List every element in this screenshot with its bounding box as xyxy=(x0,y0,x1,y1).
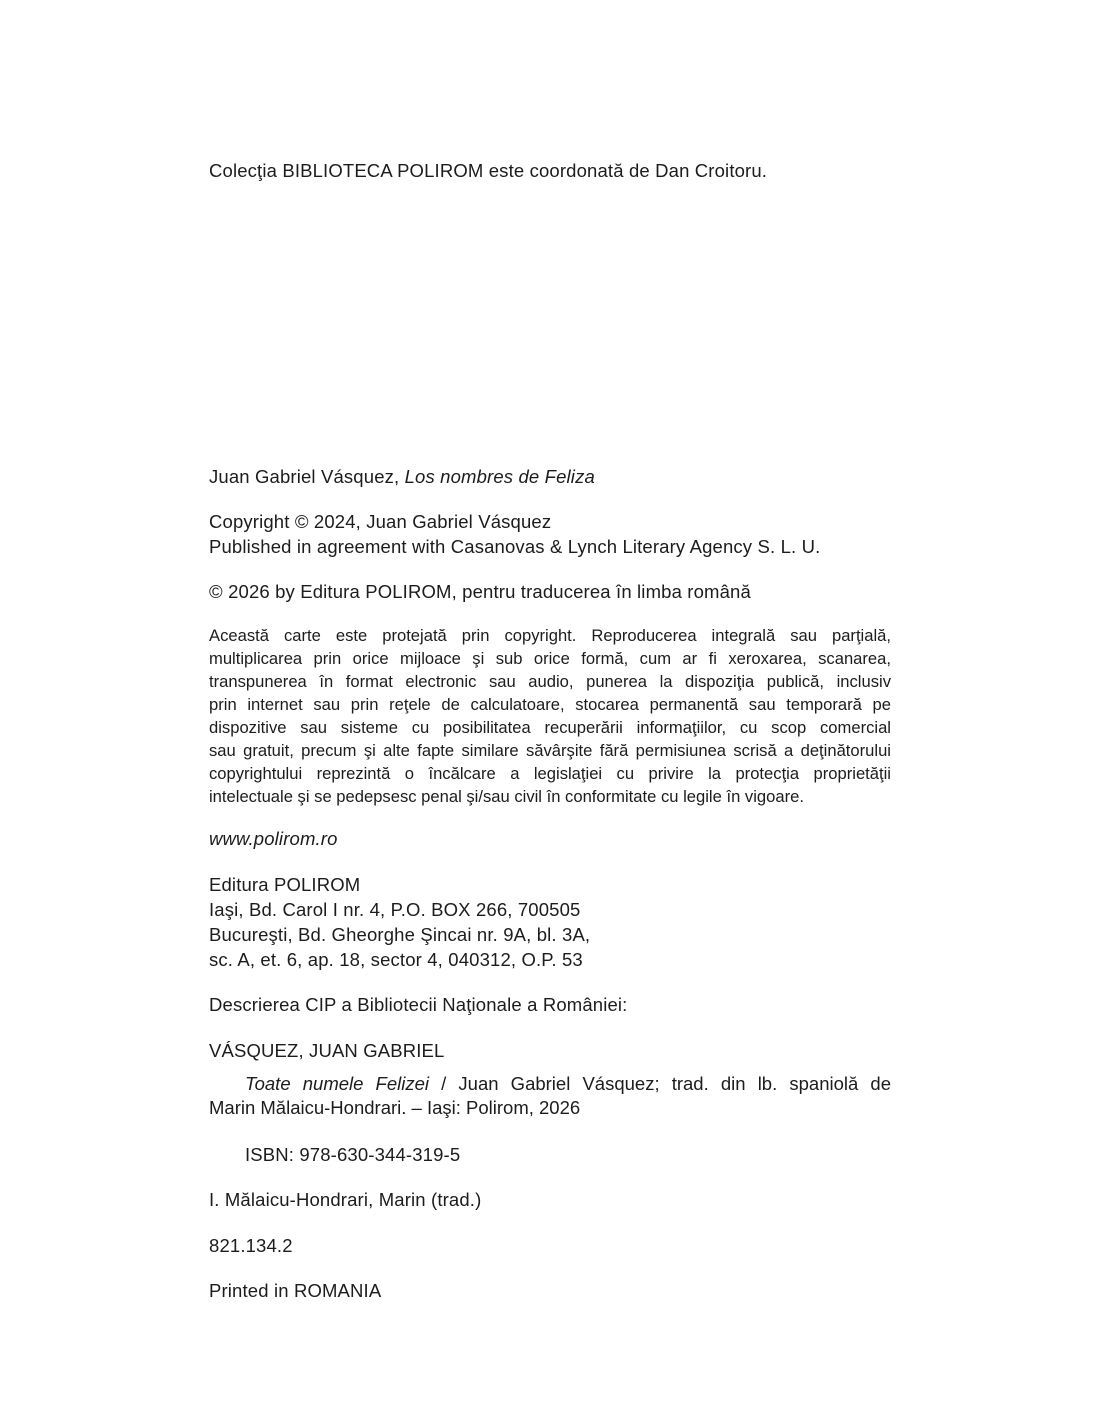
cip-title-rest: / Juan Gabriel Vásquez; trad. din lb. spaniolă de xyxy=(429,1073,891,1094)
translation-copyright: © 2026 by Editura POLIROM, pentru traducerea în limba română xyxy=(209,581,751,602)
classification-code: 821.134.2 xyxy=(209,1235,293,1256)
copyright-line: Copyright © 2024, Juan Gabriel Vásquez xyxy=(209,511,552,532)
original-title: Los nombres de Feliza xyxy=(404,466,595,487)
legal-line: prin internet sau prin reţele de calculatoare, stocarea permanentă sau temporară pe xyxy=(209,695,891,714)
legal-line: Această carte este protejată prin copyright. Reproducerea integrală sau parţială, xyxy=(209,626,891,645)
legal-line: sau gratuit, precum şi alte fapte similare săvârşite fără permisiunea scrisă a deţinătorului xyxy=(209,741,891,760)
publisher-name: Editura POLIROM xyxy=(209,874,361,895)
original-author: Juan Gabriel Vásquez, xyxy=(209,466,405,487)
cip-title-entry xyxy=(209,1072,891,1120)
publisher-address-bucuresti-2: sc. A, et. 6, ap. 18, sector 4, 040312, O.P. 53 xyxy=(209,949,583,970)
original-title-line xyxy=(209,465,595,489)
publisher-address-iasi: Iaşi, Bd. Carol I nr. 4, P.O. BOX 266, 700505 xyxy=(209,899,581,920)
printed-in: Printed in ROMANIA xyxy=(209,1280,382,1301)
copyright-page xyxy=(209,0,891,1422)
legal-line: multiplicarea prin orice mijloace şi sub orice formă, cum ar fi xeroxarea, scanarea, xyxy=(209,649,891,668)
isbn: ISBN: 978-630-344-319-5 xyxy=(245,1144,461,1165)
legal-line: intelectuale şi se pedepsesc penal şi/sau civil în conformitate cu legile în vigoare. xyxy=(209,787,804,806)
cip-title-italic: Toate numele Felizei xyxy=(245,1073,430,1094)
cip-heading: Descrierea CIP a Bibliotecii Naţionale a României: xyxy=(209,994,628,1015)
publisher-address-bucuresti: Bucureşti, Bd. Gheorghe Şincai nr. 9A, bl. 3A, xyxy=(209,924,591,945)
agency-line: Published in agreement with Casanovas & Lynch Literary Agency S. L. U. xyxy=(209,536,821,557)
cip-translator: I. Mălaicu-Hondrari, Marin (trad.) xyxy=(209,1189,482,1210)
cip-title-line-2: Marin Mălaicu-Hondrari. – Iaşi: Polirom, 2026 xyxy=(209,1097,581,1118)
legal-line: transpunerea în format electronic sau audio, punerea la dispoziţia publică, inclusiv xyxy=(209,672,891,691)
cip-author-heading: VÁSQUEZ, JUAN GABRIEL xyxy=(209,1040,445,1061)
website: www.polirom.ro xyxy=(209,828,338,849)
cip-title-line xyxy=(209,1072,891,1096)
legal-line: copyrightului reprezintă o încălcare a legislaţiei cu privire la protecţia proprietăţii xyxy=(209,764,891,783)
legal-line: dispozitive sau sisteme cu posibilitatea recuperării informaţiilor, cu scop comercial xyxy=(209,718,891,737)
legal-notice xyxy=(209,624,891,808)
collection-note: Colecţia BIBLIOTECA POLIROM este coordonată de Dan Croitoru. xyxy=(209,160,768,181)
